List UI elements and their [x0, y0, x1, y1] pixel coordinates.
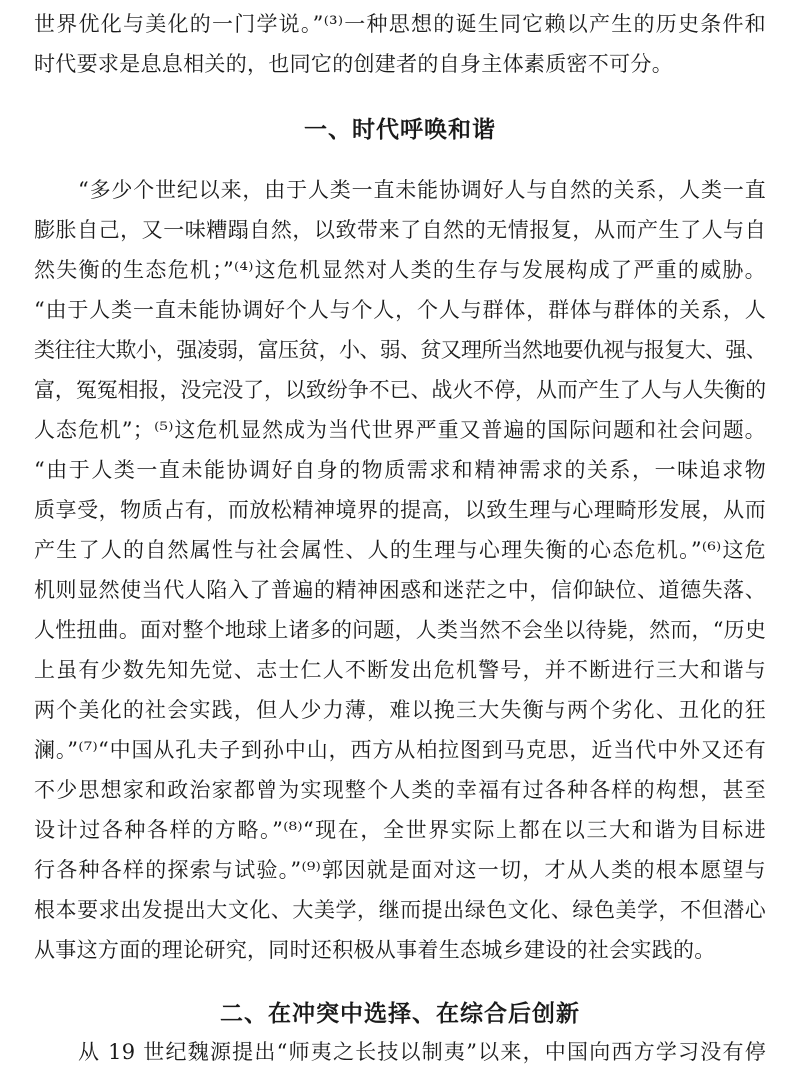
text-line: “多少个世纪以来，由于人类一直未能协调好人与自然的关系，人类一直: [78, 178, 766, 202]
text-line: 机则显然使当代人陷入了普遍的精神困惑和迷茫之中，信仰缺位、道德失落、: [34, 578, 766, 602]
text-line: 澜。”⁽⁷⁾“中国从孔夫子到孙中山，西方从柏拉图到马克思，近当代中外又还有: [34, 738, 766, 762]
text-line: 人性扭曲。面对整个地球上诸多的问题，人类当然不会坐以待毙，然而，“历史: [34, 618, 766, 642]
text-line: “由于人类一直未能协调好个人与个人，个人与群体，群体与群体的关系，人: [34, 298, 766, 322]
text-line: 从 19 世纪魏源提出“师夷之长技以制夷”以来，中国向西方学习没有停: [78, 1040, 766, 1064]
text-line: 两个美化的社会实践，但人少力薄，难以挽三大失衡与两个劣化、丑化的狂: [34, 698, 766, 722]
text-line: 行各种各样的探索与试验。”⁽⁹⁾郭因就是面对这一切，才从人类的根本愿望与: [34, 858, 766, 882]
section-heading-2: 二、在冲突中选择、在综合后创新: [220, 1000, 580, 1027]
text-line: 产生了人的自然属性与社会属性、人的生理与心理失衡的心态危机。”⁽⁶⁾这危: [34, 538, 766, 562]
text-line: 质享受，物质占有，而放松精神境界的提高，以致生理与心理畸形发展，从而: [34, 498, 766, 522]
text-line: 膨胀自己，又一味糟蹋自然，以致带来了自然的无情报复，从而产生了人与自: [34, 218, 766, 242]
text-line: 人态危机”；⁽⁵⁾这危机显然成为当代世界严重又普遍的国际问题和社会问题。: [34, 418, 766, 442]
text-line: 设计过各种各样的方略。”⁽⁸⁾“现在，全世界实际上都在以三大和谐为目标进: [34, 818, 766, 842]
text-line: 时代要求是息息相关的，也同它的创建者的自身主体素质密不可分。: [34, 52, 673, 76]
section-heading-1: 一、时代呼唤和谐: [304, 116, 496, 143]
text-line: 世界优化与美化的一门学说。”⁽³⁾一种思想的诞生同它赖以产生的历史条件和: [34, 12, 766, 36]
text-line: 然失衡的生态危机；”⁽⁴⁾这危机显然对人类的生存与发展构成了严重的威胁。: [34, 258, 766, 282]
text-line: 富，冤冤相报，没完没了，以致纷争不已、战火不停，从而产生了人与人失衡的: [34, 378, 766, 402]
text-line: 不少思想家和政治家都曾为实现整个人类的幸福有过各种各样的构想，甚至: [34, 778, 766, 802]
text-line: 类往往大欺小，强凌弱，富压贫，小、弱、贫又理所当然地要仇视与报复大、强、: [34, 338, 766, 362]
text-line: “由于人类一直未能协调好自身的物质需求和精神需求的关系，一味追求物: [34, 458, 766, 482]
text-line: 根本要求出发提出大文化、大美学，继而提出绿色文化、绿色美学，不但潜心: [34, 898, 766, 922]
text-line: 从事这方面的理论研究，同时还积极从事着生态城乡建设的社会实践的。: [34, 938, 716, 962]
text-line: 上虽有少数先知先觉、志士仁人不断发出危机警号，并不断进行三大和谐与: [34, 658, 766, 682]
